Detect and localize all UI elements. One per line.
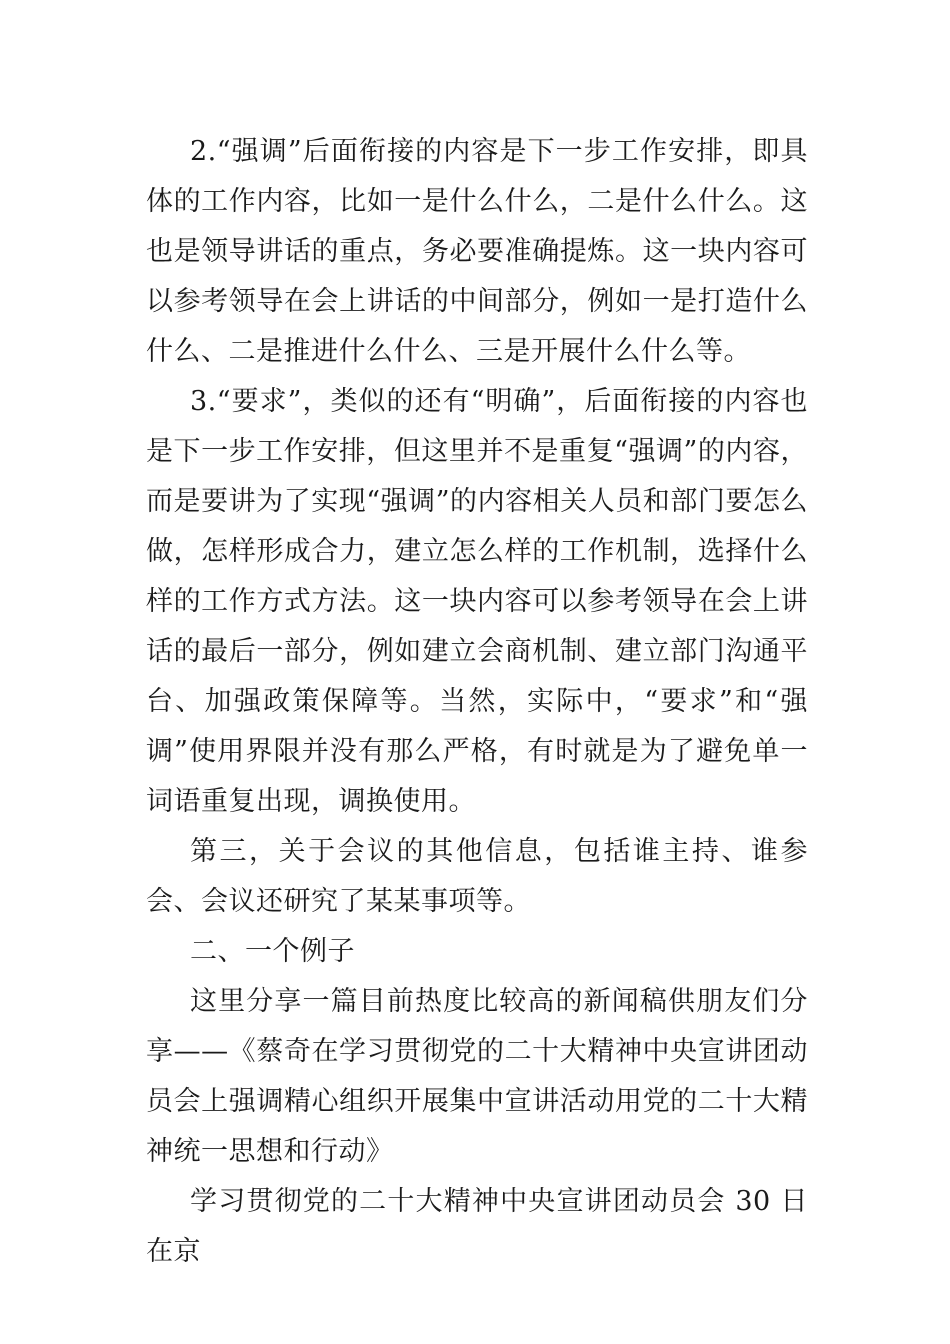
section-heading-example: 二、一个例子 (190, 936, 355, 967)
document-body (146, 127, 808, 1277)
paragraph-emphasis: 2.“强调”后面衔接的内容是下一步工作安排，即具体的工作内容，比如一是什么什么，二是什么什么。这也是领导讲话的重点，务必要准确提炼。这一块内容可以参考领导在会上讲话的中间部分，例如一是打造什么什么、二是推进什么什么、三是开展什么什么等。 (146, 136, 808, 367)
paragraph-requirements: 3.“要求”，类似的还有“明确”，后面衔接的内容也是下一步工作安排，但这里并不是重复“强调”的内容，而是要讲为了实现“强调”的内容相关人员和部门要怎么做，怎样形成合力，建立怎么样的工作机制，选择什么样的工作方式方法。这一块内容可以参考领导在会上讲话的最后一部分，例如建立会商机制、建立部门沟通平台、加强政策保障等。当然，实际中，“要求”和“强调”使用界限并没有那么严格，有时就是为了避免单一词语重复出现，调换使用。 (146, 386, 808, 817)
paragraph-third-point: 第三，关于会议的其他信息，包括谁主持、谁参会、会议还研究了某某事项等。 (146, 836, 808, 917)
paragraph-news-opening: 学习贯彻党的二十大精神中央宣讲团动员会 30 日在京 (146, 1186, 808, 1267)
paragraph-news-share: 这里分享一篇目前热度比较高的新闻稿供朋友们分享——《蔡奇在学习贯彻党的二十大精神中央宣讲团动员会上强调精心组织开展集中宣讲活动用党的二十大精神统一思想和行动》 (146, 986, 808, 1167)
